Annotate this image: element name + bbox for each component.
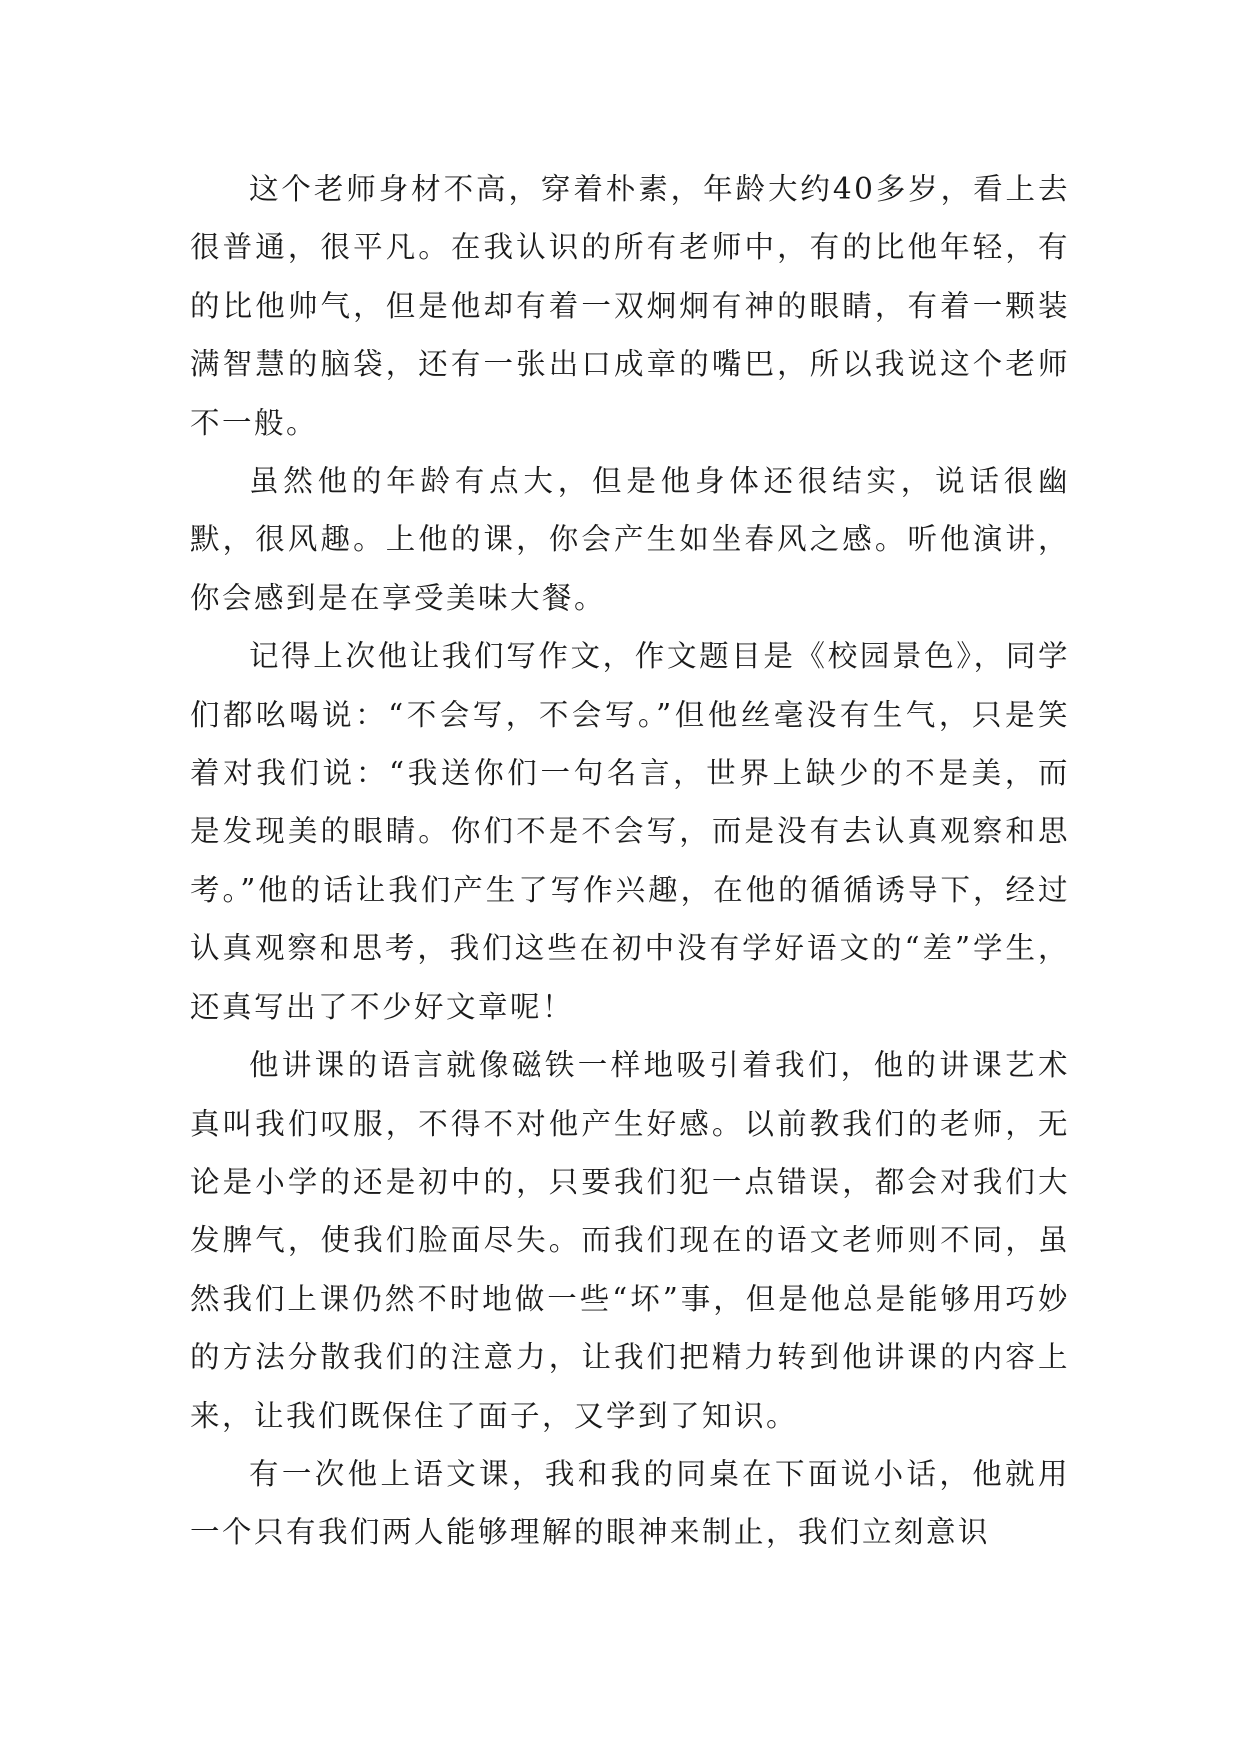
paragraph-composition-story: 记得上次他让我们写作文，作文题目是《校园景色》，同学们都吆喝说：“不会写，不会写。”但他丝毫没有生气，只是笑着对我们说：“我送你们一句名言，世界上缺少的不是美，而是发现美的眼睛。你们不是不会写，而是没有去认真观察和思考。”他的话让我们产生了写作兴趣，在他的循循诱导下，经过认真观察和思考，我们这些在初中没有学好语文的“差”学生，还真写出了不少好文章呢！ (190, 639, 1070, 1024)
document-body (190, 160, 1070, 1562)
paragraph-classroom-anecdote: 有一次他上语文课，我和我的同桌在下面说小话，他就用一个只有我们两人能够理解的眼神来制止，我们立刻意识 (190, 1456, 1070, 1550)
paragraph-teacher-appearance: 这个老师身材不高，穿着朴素，年龄大约40多岁，看上去很普通，很平凡。在我认识的所有老师中，有的比他年轻，有的比他帅气，但是他却有着一双炯炯有神的眼睛，有着一颗装满智慧的脑袋，还有一张出口成章的嘴巴，所以我说这个老师不一般。 (190, 172, 1070, 440)
paragraph-teaching-style: 他讲课的语言就像磁铁一样地吸引着我们，他的讲课艺术真叫我们叹服，不得不对他产生好感。以前教我们的老师，无论是小学的还是初中的，只要我们犯一点错误，都会对我们大发脾气，使我们脸面尽失。而我们现在的语文老师则不同，虽然我们上课仍然不时地做一些“坏”事，但是他总是能够用巧妙的方法分散我们的注意力，让我们把精力转到他讲课的内容上来，让我们既保住了面子，又学到了知识。 (190, 1048, 1070, 1433)
paragraph-teacher-humor: 虽然他的年龄有点大，但是他身体还很结实，说话很幽默，很风趣。上他的课，你会产生如坐春风之感。听他演讲，你会感到是在享受美味大餐。 (190, 464, 1070, 615)
